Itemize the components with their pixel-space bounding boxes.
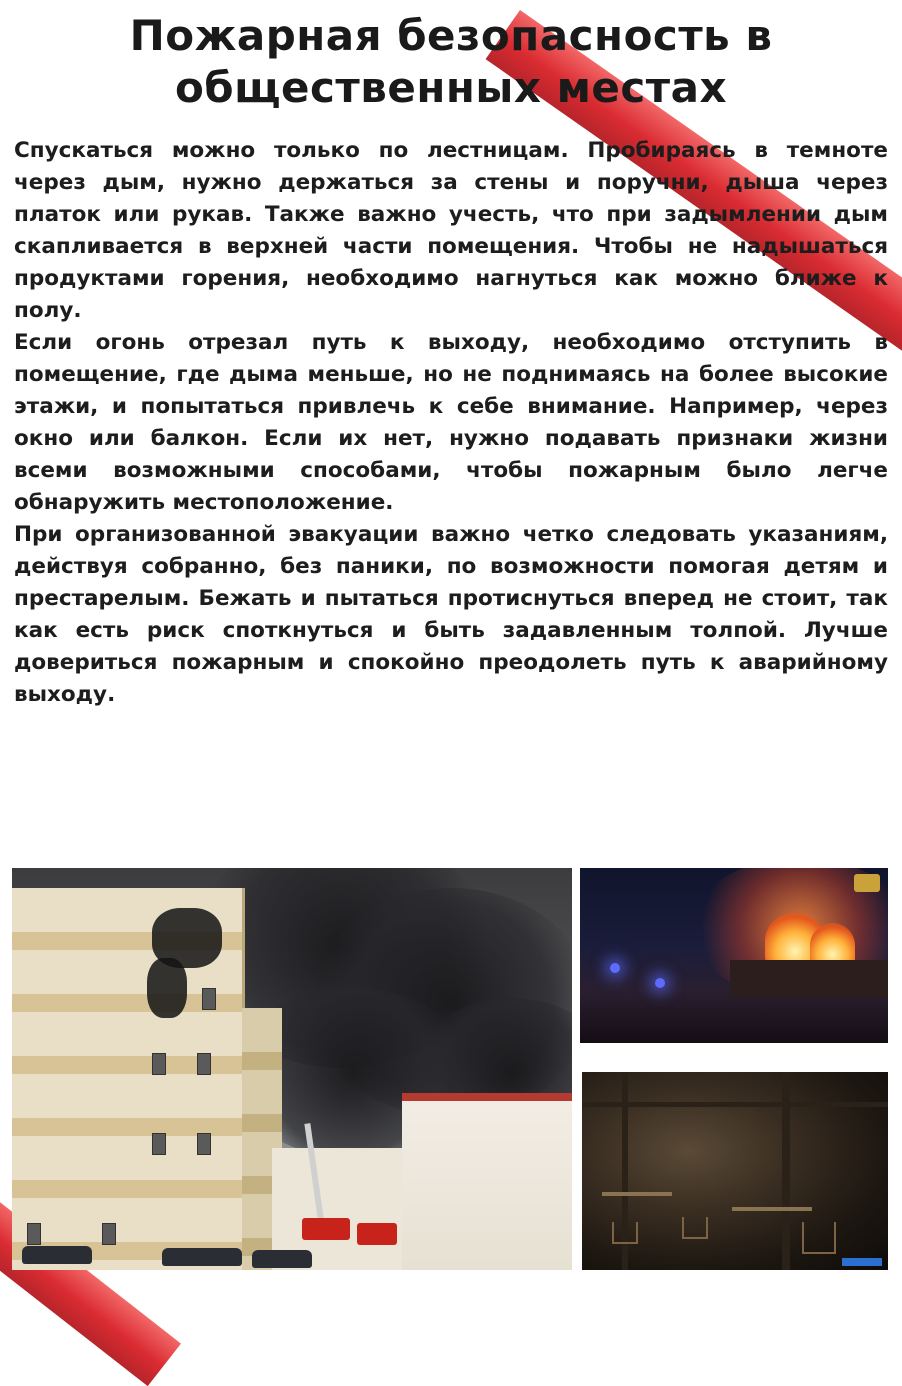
emblem-icon — [854, 874, 880, 892]
emergency-light — [655, 978, 665, 988]
photo-burnt-interior — [582, 1072, 888, 1270]
table — [732, 1207, 812, 1211]
paragraph-evacuation: При организованной эвакуации важно четко следовать указаниям, действуя собранно, без паники, по возможности помогая детям и престарелым. Бежать и пытаться протиснуться вперед не стоит, так как есть риск споткнуться и быть задавленным толпой. Лучше довериться пожарным и спокойно преодолеть путь к аварийному выходу. — [14, 522, 888, 707]
page-title-line-1: Пожарная безопасность в — [129, 11, 773, 60]
window — [202, 988, 216, 1010]
window — [152, 1133, 166, 1155]
article-body — [14, 135, 888, 711]
paragraph-cut-off-exit: Если огонь отрезал путь к выходу, необходимо отступить в помещение, где дыма меньше, но не поднимаясь на более высокие этажи, и попытаться привлечь к себе внимание. Например, через окно или балкон. Если их нет, нужно подавать признаки жизни всеми возможными способами, чтобы пожарным было легче обнаружить местоположение. — [14, 330, 888, 515]
parked-car — [22, 1246, 92, 1264]
window — [197, 1133, 211, 1155]
chair — [682, 1217, 708, 1239]
window — [197, 1053, 211, 1075]
window — [102, 1223, 116, 1245]
chair — [802, 1222, 836, 1254]
fire-truck — [357, 1223, 397, 1245]
burning-building-silhouette — [730, 960, 888, 998]
building-facade — [12, 888, 245, 1270]
parked-car — [252, 1250, 312, 1268]
paragraph-stairs: Спускаться можно только по лестницам. Пробираясь в темноте через дым, нужно держаться за стены и поручни, дыша через платок или рукав. Также важно учесть, что при задымлении дым скапливается в верхней части помещения. Чтобы не надышаться продуктами горения, необходимо нагнуться как можно ближе к полу. — [14, 138, 888, 323]
table — [602, 1192, 672, 1196]
window — [27, 1223, 41, 1245]
emergency-light — [610, 963, 620, 973]
page-title-line-2: общественных местах — [174, 63, 728, 112]
ceiling-beam — [582, 1102, 888, 1107]
building-with-red-roof — [402, 1093, 572, 1270]
parked-car — [162, 1248, 242, 1266]
photo-burning-shopping-center — [12, 868, 572, 1270]
watermark-logo — [842, 1258, 882, 1266]
photo-night-fire — [580, 868, 888, 1043]
chair — [612, 1222, 638, 1244]
window — [152, 1053, 166, 1075]
page-header — [0, 10, 902, 114]
fire-truck — [302, 1218, 350, 1240]
burn-mark — [147, 958, 187, 1018]
